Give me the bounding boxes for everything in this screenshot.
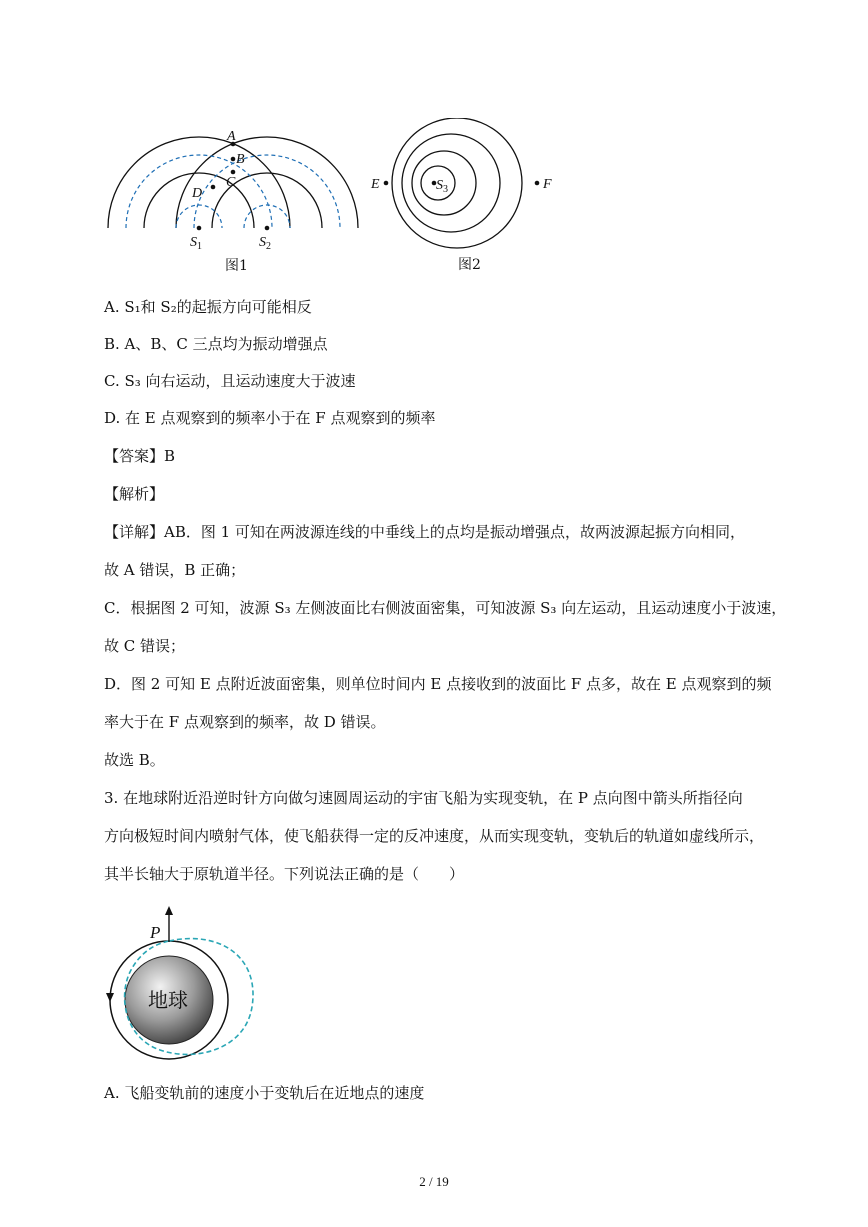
source-s1-label: $S_1$ — [190, 235, 202, 252]
q3-stem-line-1: 3. 在地球附近沿逆时针方向做匀速圆周运动的宇宙飞船为实现变轨，在 P 点向图中箭头所指径向 — [104, 789, 743, 807]
point-f-label: F — [543, 177, 552, 192]
q2-option-c: C. S₃ 向右运动，且运动速度大于波速 — [104, 372, 356, 390]
point-d-label: D — [192, 186, 203, 201]
q2-option-b: B. A、B、C 三点均为振动增强点 — [104, 335, 328, 353]
figure-2-caption: 图2 — [458, 257, 481, 273]
q2-detail-line-2: 故 A 错误，B 正确； — [104, 561, 246, 579]
q2-analysis-heading: 【解析】 — [104, 485, 165, 503]
q3-stem-line-2: 方向极短时间内喷射气体，使飞船获得一定的反冲速度，从而实现变轨，变轨后的轨道如虚线所示， — [104, 827, 765, 845]
source-s1-dot — [197, 226, 202, 231]
point-c-label: C — [226, 175, 236, 190]
source-s2-dot — [265, 226, 270, 231]
q2-detail-line-5: D．图 2 可知 E 点附近波面密集，则单位时间内 E 点接收到的波面比 F 点多，故在 E 点观察到的频 — [104, 675, 772, 693]
point-c-dot — [231, 170, 236, 175]
q2-detail-line-4: 故 C 错误； — [104, 637, 186, 655]
point-e-dot — [384, 181, 389, 186]
q2-answer: 【答案】B — [104, 447, 176, 465]
source-s3-label: $S_3$ — [436, 178, 448, 195]
arrow-head-icon — [165, 906, 173, 915]
point-e-label: E — [371, 177, 380, 192]
source-s2-label: $S_2$ — [259, 235, 271, 252]
q2-detail-line-6: 率大于在 F 点观察到的频率，故 D 错误。 — [104, 713, 386, 731]
point-b-dot — [231, 157, 236, 162]
figure-2-doppler — [365, 118, 565, 278]
figure-1-interference — [100, 122, 370, 282]
figure-3-orbit — [100, 902, 270, 1072]
q2-choice: 故选 B。 — [104, 751, 165, 769]
point-b-label: B — [236, 152, 245, 167]
q3-option-a: A. 飞船变轨前的速度小于变轨后在近地点的速度 — [104, 1084, 425, 1102]
point-a-label: A — [227, 129, 236, 144]
q2-detail-line-1: 【详解】AB．图 1 可知在两波源连线的中垂线上的点均是振动增强点，故两波源起振方向相同， — [104, 523, 745, 541]
q3-stem-line-3: 其半长轴大于原轨道半径。下列说法正确的是（ ） — [104, 865, 465, 883]
point-p-label: P — [150, 923, 161, 942]
direction-arrow-icon — [106, 993, 114, 1002]
page-number: 2 / 19 — [419, 1174, 449, 1189]
figure-1-caption: 图1 — [225, 258, 248, 274]
q2-option-d: D. 在 E 点观察到的频率小于在 F 点观察到的频率 — [104, 409, 436, 427]
point-f-dot — [535, 181, 540, 186]
earth-label: 地球 — [148, 988, 188, 1012]
point-d-dot — [211, 185, 216, 190]
q2-option-a: A. S₁和 S₂的起振方向可能相反 — [104, 298, 312, 316]
q2-detail-line-3: C．根据图 2 可知，波源 S₃ 左侧波面比右侧波面密集，可知波源 S₃ 向左运动，且运动速度小于波速， — [104, 599, 787, 617]
